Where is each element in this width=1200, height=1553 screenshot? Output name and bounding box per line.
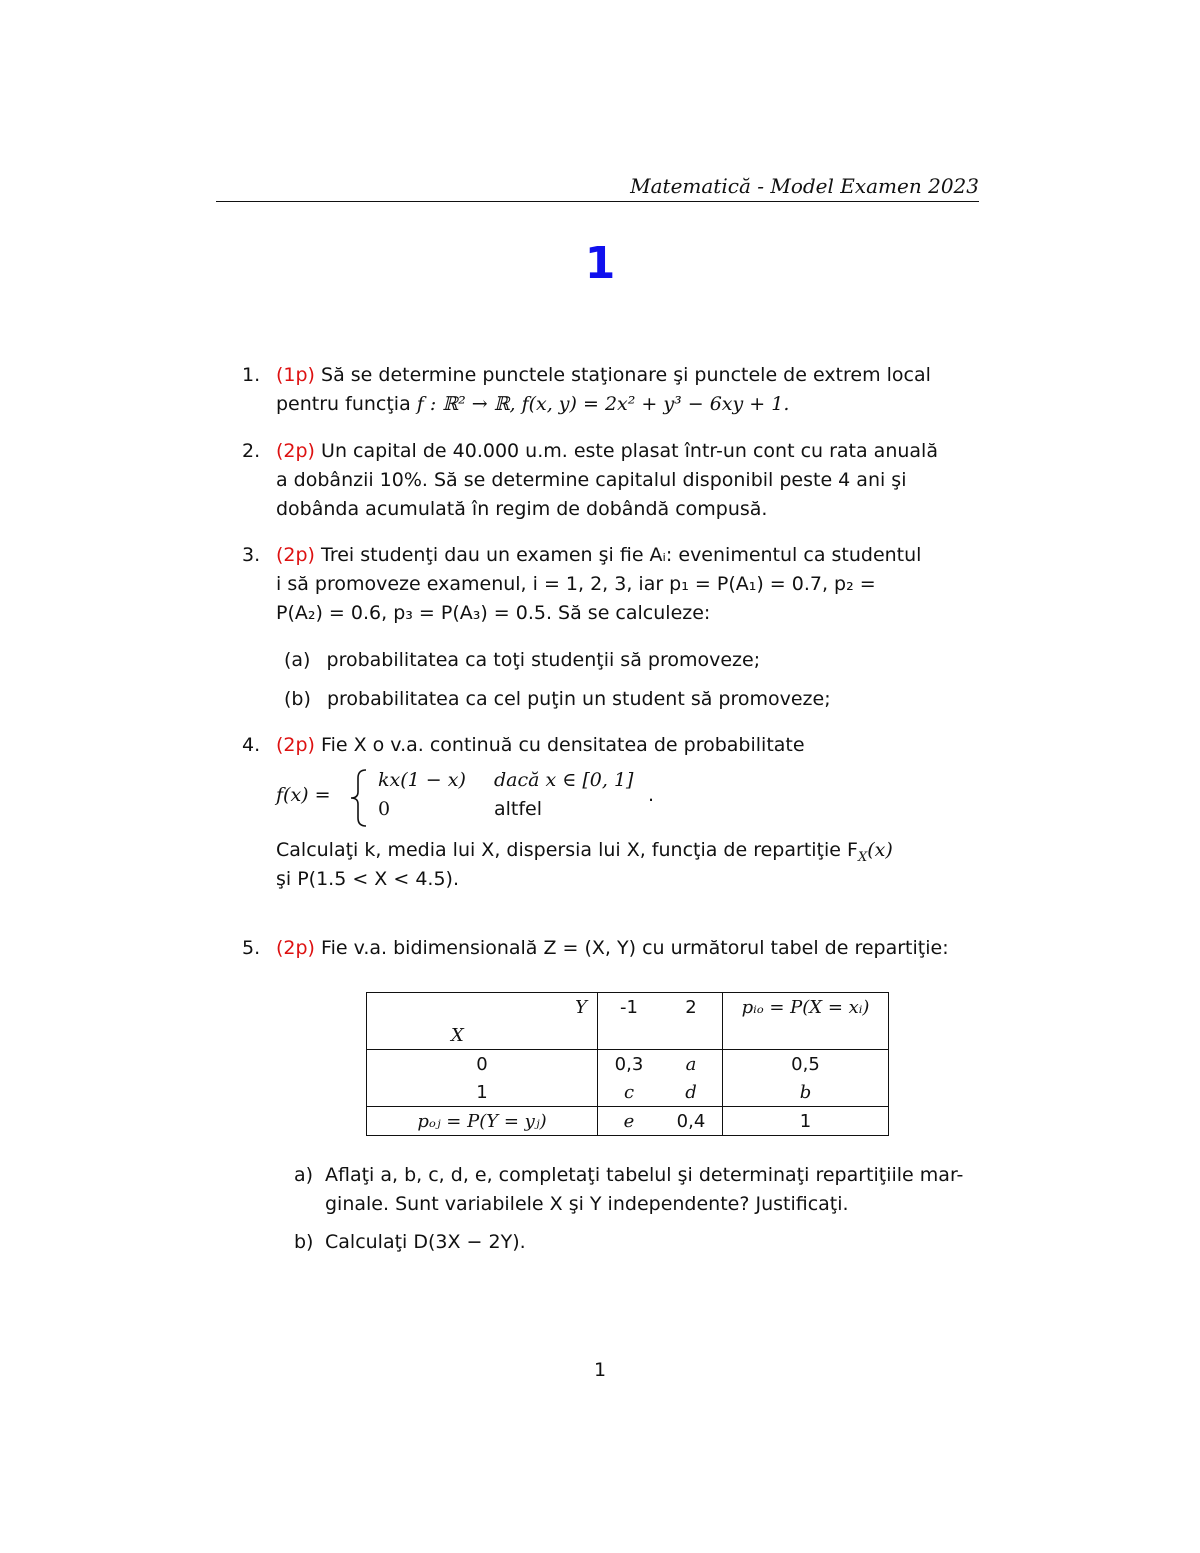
table-cell: d: [660, 1078, 723, 1107]
table-marginal-row: [367, 1107, 889, 1136]
item-label: a): [294, 1164, 314, 1186]
problem-2: [242, 437, 979, 524]
function-lhs: f(x) =: [276, 784, 331, 806]
problem-5-item-b: [294, 1228, 997, 1257]
item-text: Aflaţi a, b, c, d, e, completaţi tabelul şi determinaţi repartiţiile mar-: [325, 1164, 964, 1186]
problem-text: Fie X o v.a. continuă cu densitatea de probabilitate: [321, 734, 805, 756]
points-badge: (2p): [276, 937, 315, 959]
problem-text: Trei studenţi dau un examen şi fie Aᵢ: evenimentul ca studentul: [321, 544, 922, 566]
table-cell: 1: [723, 1107, 889, 1136]
function-end: .: [648, 784, 655, 806]
subscript: X: [857, 849, 868, 865]
item-text: probabilitatea ca cel puţin un student să promoveze;: [326, 688, 831, 710]
problem-3: [242, 541, 979, 628]
problem-5-item-a: [294, 1161, 984, 1219]
empty-cell: [660, 1021, 723, 1050]
problem-3-item-b: [284, 685, 987, 714]
empty-cell: [723, 1021, 889, 1050]
math-expression: (x): [867, 839, 893, 861]
page-number: 1: [593, 1359, 607, 1381]
item-label: b): [294, 1231, 314, 1253]
item-text: ginale. Sunt variabilele X şi Y independente? Justificaţi.: [325, 1193, 849, 1215]
item-text: probabilitatea ca toţi studenţii să promoveze;: [326, 649, 761, 671]
table-cell: 0,3: [598, 1050, 661, 1079]
table-header-row: [367, 1021, 889, 1050]
header-rule: [216, 201, 979, 202]
table-header-row: [367, 993, 889, 1022]
problem-3-item-a: [284, 646, 987, 675]
table-cell: 0,4: [660, 1107, 723, 1136]
math-expression: f : ℝ² → ℝ, f(x, y) = 2x² + y³ − 6xy + 1.: [416, 393, 790, 415]
problem-4: [242, 731, 979, 760]
piecewise-function: [276, 768, 696, 828]
problem-text: Un capital de 40.000 u.m. este plasat într-un cont cu rata anuală: [321, 440, 938, 462]
problem-text: Fie v.a. bidimensională Z = (X, Y) cu următorul tabel de repartiţie:: [321, 937, 949, 959]
corner-cell-y: Y: [367, 993, 598, 1022]
case-2-expression: 0: [378, 798, 391, 820]
marginal-row-label: pₒⱼ = P(Y = yⱼ): [367, 1107, 598, 1136]
points-badge: (2p): [276, 440, 315, 462]
problem-4-continued: [276, 836, 979, 894]
problem-number: 3.: [242, 544, 261, 566]
case-2-condition: altfel: [494, 798, 543, 820]
table-cell: e: [598, 1107, 661, 1136]
problem-text: i să promoveze examenul, i = 1, 2, 3, iar p₁ = P(A₁) = 0.7, p₂ =: [276, 573, 876, 595]
problem-number: 4.: [242, 734, 261, 756]
table-cell: a: [660, 1050, 723, 1079]
problem-text: a dobânzii 10%. Să se determine capitalul disponibil peste 4 ani şi: [276, 469, 907, 491]
problem-text: Calculaţi k, media lui X, dispersia lui X, funcţia de repartiţie F: [276, 839, 858, 861]
item-label: (a): [284, 649, 311, 671]
points-badge: (2p): [276, 544, 315, 566]
problem-text: P(A₂) = 0.6, p₃ = P(A₃) = 0.5. Să se calculeze:: [276, 602, 711, 624]
corner-cell-x: X: [367, 1021, 598, 1050]
column-header: 2: [660, 993, 723, 1022]
table-cell: b: [723, 1078, 889, 1107]
problem-line: [276, 390, 979, 419]
problem-line: [276, 361, 979, 390]
empty-cell: [598, 1021, 661, 1050]
row-header: 0: [367, 1050, 598, 1079]
table-cell: 0,5: [723, 1050, 889, 1079]
table-cell: c: [598, 1078, 661, 1107]
case-1-expression: kx(1 − x): [378, 769, 466, 791]
running-header: Matematică - Model Examen 2023: [630, 174, 979, 198]
problem-line: [276, 836, 979, 865]
item-text: Calculaţi D(3X − 2Y).: [325, 1231, 526, 1253]
problem-line: [276, 934, 996, 963]
case-1-condition: dacă x ∈ [0, 1]: [494, 769, 634, 791]
problem-1: [242, 361, 979, 419]
problem-text: şi P(1.5 < X < 4.5).: [276, 868, 459, 890]
problem-text: dobânda acumulată în regim de dobândă compusă.: [276, 498, 768, 520]
column-header: -1: [598, 993, 661, 1022]
problem-line: [276, 731, 979, 760]
problem-number: 1.: [242, 364, 261, 386]
distribution-table: [366, 992, 889, 1136]
table-row: [367, 1050, 889, 1079]
problem-number: 2.: [242, 440, 261, 462]
problem-5: [242, 934, 996, 963]
left-brace-icon: [348, 768, 370, 828]
problem-line: [276, 541, 979, 570]
problem-number: 5.: [242, 937, 261, 959]
problem-line: [276, 437, 979, 466]
item-label: (b): [284, 688, 311, 710]
problem-text: Să se determine punctele staţionare şi punctele de extrem local: [321, 364, 931, 386]
points-badge: (2p): [276, 734, 315, 756]
points-badge: (1p): [276, 364, 315, 386]
table-row: [367, 1078, 889, 1107]
column-header-marginal: pᵢₒ = P(X = xᵢ): [723, 993, 889, 1022]
row-header: 1: [367, 1078, 598, 1107]
section-number: 1: [584, 238, 616, 289]
problem-text: pentru funcţia: [276, 393, 411, 415]
